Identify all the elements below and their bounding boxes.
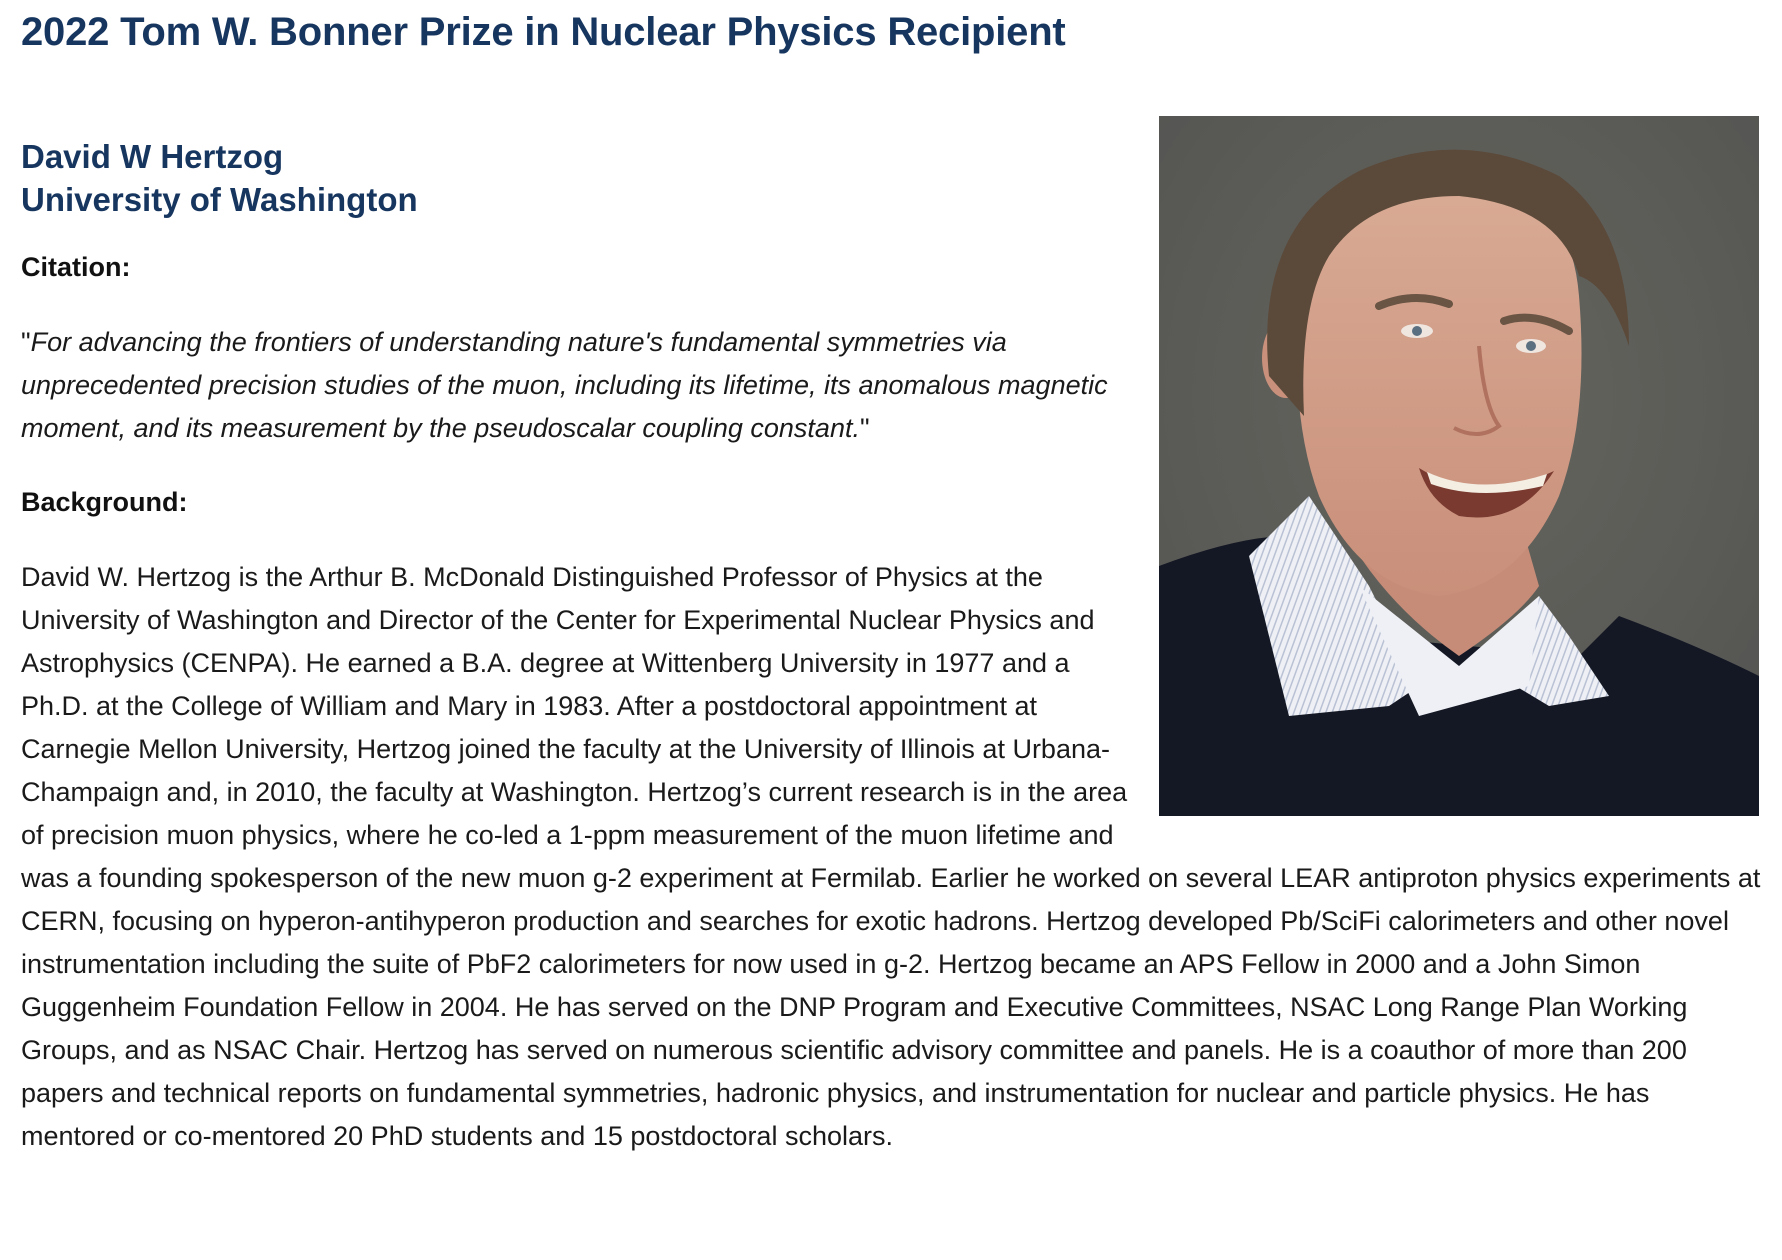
recipient-name: David W Hertzog xyxy=(21,138,284,175)
citation-label: Citation: xyxy=(21,252,131,282)
citation-text-block xyxy=(21,321,1161,450)
recipient-affiliation: University of Washington xyxy=(21,181,418,218)
prize-recipient-page xyxy=(21,0,1766,1158)
portrait-illustration xyxy=(1159,116,1759,816)
background-label: Background: xyxy=(21,487,188,517)
recipient-photo xyxy=(1159,116,1759,816)
citation-close-quote: " xyxy=(859,413,870,443)
page-title: 2022 Tom W. Bonner Prize in Nuclear Physics Recipient xyxy=(21,10,1066,54)
citation-open-quote: " xyxy=(21,327,31,357)
background-text: David W. Hertzog is the Arthur B. McDonald Distinguished Professor of Physics at the University of Washington and Director of the Center for Experimental Nuclear Physics and Astrophysics (CENPA). He earned a B.A. degree at Wittenberg University in 1977 and a Ph.D. at the College of William and Mary in 1983. After a postdoctoral appointment at Carnegie Mellon University, Hertzog joined the faculty at the University of Illinois at Urbana-Champaign and, in 2010, the faculty at Washington. Hertzog’s current research is in the area of precision muon physics, where he co-led a 1-ppm measurement of the muon lifetime and was a founding spokesperson of the new muon g-2 experiment at Fermilab. Earlier he worked on several LEAR antiproton physics experiments at CERN, focusing on hyperon-antihyperon production and searches for exotic hadrons. Hertzog developed Pb/SciFi calorimeters and other novel instrumentation including the suite of PbF2 calorimeters for now used in g-2. Hertzog became an APS Fellow in 2000 and a John Simon Guggenheim Foundation Fellow in 2004. He has served on the DNP Program and Executive Committees, NSAC Long Range Plan Working Groups, and as NSAC Chair. Hertzog has served on numerous scientific advisory committee and panels. He is a coauthor of more than 200 papers and technical reports on fundamental symmetries, hadronic physics, and instrumentation for nuclear and particle physics. He has mentored or co-mentored 20 PhD students and 15 postdoctoral scholars. xyxy=(21,562,1761,1151)
citation-text: For advancing the frontiers of understanding nature's fundamental symmetries via unprecedented precision studies of the muon, including its lifetime, its anomalous magnetic moment, and its measurement by the pseudoscalar coupling constant. xyxy=(21,327,1108,443)
